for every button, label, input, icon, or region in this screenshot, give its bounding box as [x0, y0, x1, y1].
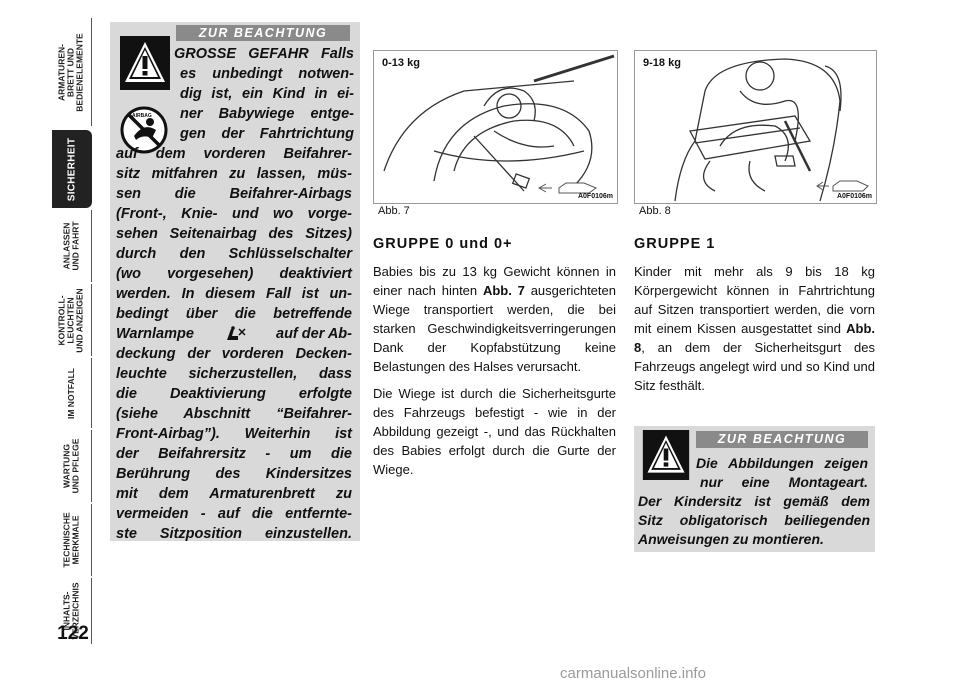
figure-code: A0F0106m: [577, 193, 613, 200]
tab-label: IM NOTFALL: [66, 367, 76, 419]
figure-8-caption: Abb. 8: [639, 205, 671, 217]
text-segment: Warnlampe: [116, 326, 194, 342]
tab-sicherheit[interactable]: [52, 130, 92, 208]
tab-armaturenbrett[interactable]: [52, 18, 92, 126]
text-line: sen die Beifahrer-Airbags: [116, 186, 352, 202]
page-number: 122: [57, 623, 89, 644]
warning-triangle-icon: [120, 36, 170, 90]
text-line: Sitz obligatorisch beiliegenden: [638, 512, 870, 528]
warning-header: ZUR BEACHTUNG: [176, 25, 350, 41]
chapter-sidebar: [52, 18, 92, 638]
tab-kontrollleuchten[interactable]: [52, 284, 92, 356]
text-segment: , an dem der Sicherheitsgurt des Fahrzeugs angelegt wird und so Kind und Sitz festhält.: [634, 340, 875, 393]
tab-label: KONTROLL- LEUCHTEN UND ANZEIGEN: [57, 287, 86, 353]
text-line: sitz mitfahren zu lassen, müs-: [116, 166, 352, 182]
text-line: bedingt über die betreffende: [116, 306, 352, 322]
tab-label: ARMATUREN- BRETT UND BEDIENELEMENTE: [57, 32, 85, 112]
text-line: leuchte sicherzustellen, dass: [116, 366, 352, 382]
text-line: durch den Schlüsselschalter: [116, 246, 352, 262]
tab-label: SICHERHEIT: [66, 137, 78, 201]
text-line: auf dem vorderen Beifahrer-: [116, 146, 352, 162]
tab-anlassen[interactable]: [52, 210, 92, 282]
figure-8: [634, 50, 877, 204]
text-line: sehen Seitenairbag des Sitzes): [116, 226, 352, 242]
tab-im-notfall[interactable]: [52, 358, 92, 428]
forward-facing-cushion-seat-illustration: [635, 51, 876, 203]
text-line: Berührung des Kindersitzes: [116, 466, 352, 482]
text-line: (Front-, Knie- und wo vorge-: [116, 206, 352, 222]
tab-label: INHALTS- VERZEICHNIS: [61, 582, 81, 640]
figure-weight-label: 9-18 kg: [643, 57, 681, 69]
text-line: ner Babywiege entge-: [180, 106, 354, 122]
text-line: GROSSE GEFAHR Falls: [174, 46, 354, 62]
figure-reference: Abb. 7: [482, 283, 525, 298]
text-line: deckung der vorderen Decken-: [116, 346, 352, 362]
figure-7-caption: Abb. 7: [378, 205, 410, 217]
text-line: Anweisungen zu montieren.: [638, 531, 824, 547]
section-heading-gruppe-1: GRUPPE 1: [634, 236, 716, 252]
text-line: die Deaktivierung erfolgte: [116, 386, 352, 402]
text-line: der Beifahrersitz - um die: [116, 446, 352, 462]
warning-text-top: [174, 44, 354, 144]
text-line-with-icon: [116, 324, 352, 344]
text-line: dig ist, ein Kind in ei-: [180, 86, 354, 102]
text-line: gen der Fahrtrichtung: [180, 126, 354, 142]
text-line: mit dem Armaturenbrett zu: [116, 486, 352, 502]
body-paragraph: Die Wiege ist durch die Sicherheitsgurte des Fahrzeugs befestigt - wie in der Abbildung gezeigt -, und das Rückhalten des Babies erfolgt durch die Gurte der Wiege.: [373, 386, 616, 477]
svg-text:AIRBAG: AIRBAG: [132, 113, 152, 119]
warning-box-airbag: [110, 22, 360, 541]
warning-text-body: [638, 492, 870, 549]
tab-label: WARTUNG UND PFLEGE: [61, 438, 81, 494]
text-line: (wo vorgesehen) deaktiviert: [116, 266, 352, 282]
warning-text-body: [116, 144, 352, 544]
section-heading-gruppe-0: GRUPPE 0 und 0+: [373, 236, 513, 252]
watermark-text: carmanualsonline.info: [560, 665, 706, 682]
text-line: Die Abbildungen zeigen: [696, 455, 868, 471]
text-line: es unbedingt notwen-: [180, 66, 354, 82]
text-line: Front-Airbag”). Weiterhin ist: [116, 426, 352, 442]
tab-label: ANLASSEN UND FAHRT: [61, 221, 81, 271]
text-segment: ausgerichteten Wiege transportiert werden, die bei starken Geschwindigkeitsverringerungen Dank der Kopfabstützung keine Belastungen des Halses verursacht.: [373, 283, 616, 374]
text-line: ste Sitzposition einzustellen.: [116, 526, 352, 542]
body-paragraph: [634, 262, 875, 395]
passenger-airbag-off-icon: [224, 326, 246, 342]
figure-code: A0F0106m: [836, 193, 872, 200]
text-line: Der Kindersitz ist gemäß dem: [638, 493, 870, 509]
text-segment: Kinder mit mehr als 9 bis 18 kg Körpergewicht können in Fahrtrichtung auf Sitzen transportiert werden, die vorn mit einem Kissen ausgestattet sind: [634, 264, 875, 336]
text-line: (siehe Abschnitt “Beifahrer-: [116, 406, 352, 422]
warning-header: ZUR BEACHTUNG: [696, 431, 868, 448]
text-line: werden. In diesem Fall ist un-: [116, 286, 352, 302]
text-line: nur eine Montageart.: [700, 474, 868, 490]
tab-wartung[interactable]: [52, 430, 92, 502]
tab-label: TECHNISCHE MERKMALE: [61, 512, 81, 568]
warning-text-top: [696, 454, 868, 492]
warning-box-mounting: [634, 426, 875, 552]
tab-technische-merkmale[interactable]: [52, 504, 92, 576]
text-segment: Babies bis zu 13 kg Gewicht können in einer nach hinten: [373, 264, 616, 298]
warning-triangle-icon: [642, 430, 690, 480]
figure-reference: Abb. 8: [634, 321, 875, 355]
text-segment: auf der Ab-: [276, 326, 352, 342]
text-line: vermeiden - auf die entfernte-: [116, 506, 352, 522]
body-paragraph: [373, 262, 616, 376]
figure-7: [373, 50, 618, 204]
rear-facing-cradle-illustration: [374, 51, 617, 203]
figure-weight-label: 0-13 kg: [382, 57, 420, 69]
